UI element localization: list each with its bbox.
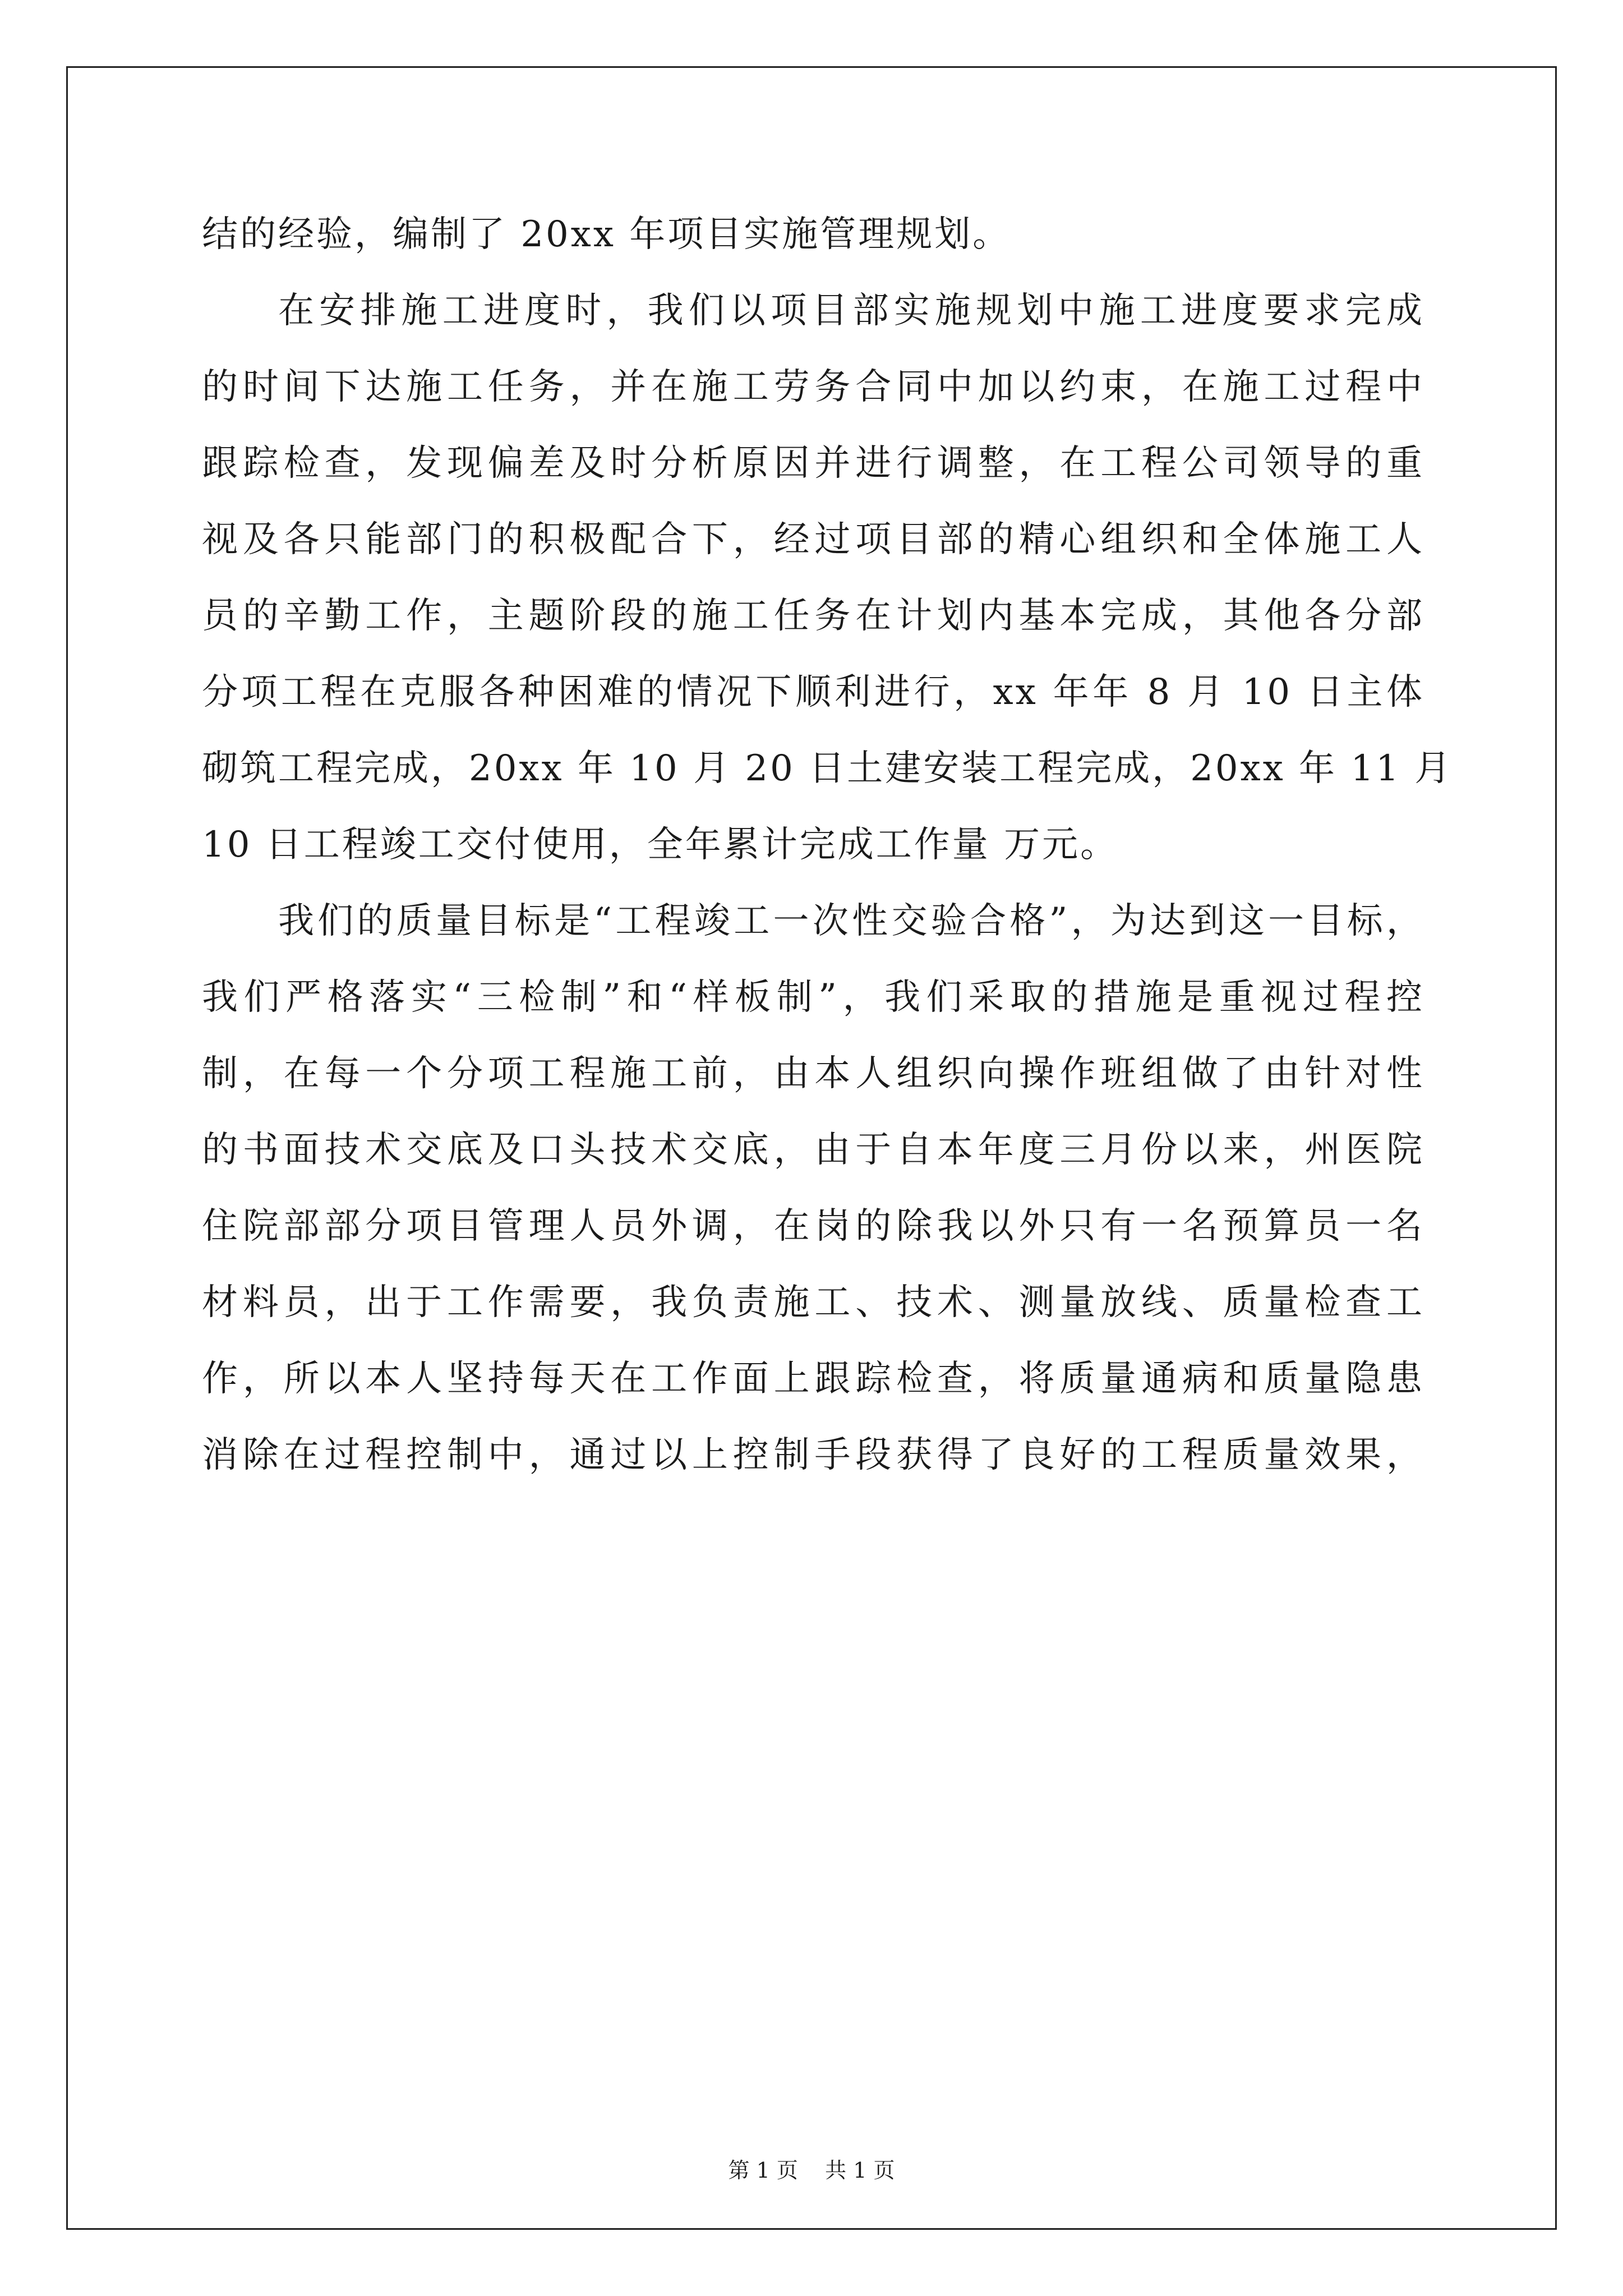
text-line: 制，在每一个分项工程施工前，由本人组织向操作班组做了由针对性	[202, 1053, 1424, 1094]
text-line: 消除在过程控制中，通过以上控制手段获得了良好的工程质量效果，	[202, 1434, 1424, 1476]
page-footer: 第 1 页 共 1 页	[728, 2158, 895, 2183]
text-line: 我们严格落实“三检制”和“样板制”，我们采取的措施是重视过程控	[202, 977, 1424, 1018]
text-line: 的书面技术交底及口头技术交底，由于自本年度三月份以来，州医院	[202, 1129, 1424, 1171]
text-line: 的时间下达施工任务，并在施工劳务合同中加以约束，在施工过程中	[202, 366, 1424, 408]
text-line: 结的经验，编制了 20xx 年项目实施管理规划。	[202, 214, 1011, 255]
paragraph-3	[202, 883, 1424, 1493]
text-line: 我们的质量目标是“工程竣工一次性交验合格”，为达到这一目标，	[278, 900, 1424, 942]
text-line: 分项工程在克服各种困难的情况下顺利进行，xx 年年 8 月 10 日主体	[202, 671, 1424, 713]
text-line: 砌筑工程完成，20xx 年 10 月 20 日土建安装工程完成，20xx 年 11 月	[202, 748, 1453, 789]
document-body	[202, 196, 1453, 1493]
text-line: 10 日工程竣工交付使用，全年累计完成工作量 万元。	[202, 824, 1119, 866]
text-line: 在安排施工进度时，我们以项目部实施规划中施工进度要求完成	[278, 290, 1424, 332]
text-line: 跟踪检查，发现偏差及时分析原因并进行调整，在工程公司领导的重	[202, 443, 1424, 484]
text-line: 住院部部分项目管理人员外调，在岗的除我以外只有一名预算员一名	[202, 1205, 1424, 1247]
paragraph-2	[202, 273, 1453, 883]
text-line: 员的辛勤工作，主题阶段的施工任务在计划内基本完成，其他各分部	[202, 595, 1424, 637]
text-line: 材料员，出于工作需要，我负责施工、技术、测量放线、质量检查工	[202, 1282, 1424, 1323]
text-line: 作，所以本人坚持每天在工作面上跟踪检查，将质量通病和质量隐患	[202, 1358, 1424, 1400]
paragraph-1	[202, 196, 1424, 273]
text-line: 视及各只能部门的积极配合下，经过项目部的精心组织和全体施工人	[202, 519, 1424, 560]
